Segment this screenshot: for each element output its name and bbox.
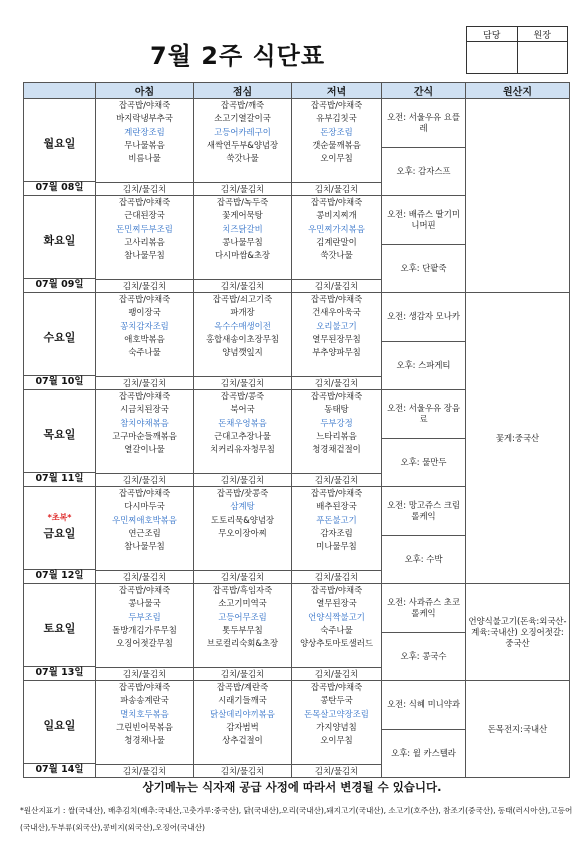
snack-cell [382,99,466,196]
snack-cell [382,681,466,778]
origin-cell [466,584,570,681]
day-date: 07월 10일 [24,375,95,388]
header-lunch: 점심 [194,83,292,99]
breakfast-cell [96,196,194,293]
dish-item: 잡곡밥/쇠고기죽 [212,294,273,304]
approval-box [466,26,568,74]
dish-item: 옥수수매생이전 [214,320,271,331]
dish-item: 파개장 [230,307,255,318]
dish-item: 부추양파무침 [312,347,361,358]
dish-item: 김치/물김치 [194,764,291,777]
dish-item: 콩나물무침 [222,236,263,247]
dish-item: 잡곡밥/야채죽 [310,100,363,110]
dish-item: 돈목살고약장조림 [304,708,369,719]
snack-pm: 오후: 단팥죽 [400,262,447,273]
snack-am: 오전: 서울우유 요플레 [382,99,465,148]
dish-item: 참치야채볶음 [120,417,169,428]
dish-item: 잡곡밥/녹두죽 [216,197,269,207]
snack-cell [382,390,466,487]
dinner-cell [292,681,382,778]
dish-item: 잡곡밥/야채죽 [310,585,363,595]
snack-cell [382,196,466,293]
special-day-label: *초복* [47,512,72,522]
dish-item: 북어국 [230,404,255,415]
dish-item: 닭살데리야끼볶음 [210,708,275,719]
dish-item: 김치/물김치 [292,279,381,292]
dish-item: 잡곡밥/야채죽 [310,488,363,498]
dish-item: 꽁치감자조림 [120,320,169,331]
dish-item: 김치/물김치 [96,182,193,195]
dish-item: 무오이장아찌 [218,527,267,538]
dish-item: 미나물무침 [316,541,357,552]
dish-item: 잡곡밥/야채죽 [118,294,171,304]
breakfast-cell [96,293,194,390]
dish-item: 소고기열갈이국 [214,113,271,124]
day-name: 수요일 [43,331,76,345]
day-name: 목요일 [43,428,76,442]
day-date: 07월 13일 [24,666,95,679]
dish-item: 갯순물깨볶음 [312,139,361,150]
change-notice: 상기메뉴는 식자재 공급 사정에 따라서 변경될 수 있습니다. [142,780,442,794]
dish-item [194,540,291,553]
day-cell [24,681,96,778]
dish-item: 열갈이나물 [124,444,165,455]
origin-note: 돈목전지:국내산 [487,723,548,734]
header-origin: 원산지 [466,83,570,99]
dish-item: 김치/물김치 [96,667,193,680]
dish-item: 고등어카레구이 [214,126,271,137]
dish-item: 건새우아욱국 [312,307,361,318]
day-row [24,99,570,196]
dish-item: 고사리볶음 [124,236,165,247]
dish-item: 잡곡밥/야채죽 [118,197,171,207]
day-date: 07월 14일 [24,763,95,776]
day-cell [24,99,96,196]
approval-sign-director [517,42,568,74]
dish-item: 청경채나물 [124,735,165,746]
approval-sign-staff [467,42,518,74]
dish-item: 새싹연두부&양념장 [206,139,279,150]
snack-pm: 오후: 윌 카스텔라 [391,747,456,758]
snack-pm: 오후: 콩국수 [400,650,447,661]
dinner-cell [292,196,382,293]
dish-item: 잡곡밥/야채죽 [118,682,171,692]
origin-cell [466,681,570,778]
dish-item: 돌방개김가루무침 [112,624,177,635]
dinner-cell [292,293,382,390]
dish-item: 김치/물김치 [96,376,193,389]
dish-item: 두부조림 [128,611,161,622]
dish-item: 콩나물국 [128,598,161,609]
origin-note: 언양식불고기(돈육:외국산-계육:국내산) 오징어젓갈:중국산 [468,615,567,648]
day-date: 07월 12일 [24,569,95,582]
dish-item: 근대된장국 [124,210,165,221]
dish-item: 잡곡밥/잣콩죽 [216,488,269,498]
day-cell [24,293,96,390]
lunch-cell [194,196,292,293]
dish-item: 김치/물김치 [194,667,291,680]
dish-item: 참나물무침 [124,250,165,261]
dish-item: 김치/물김치 [292,570,381,583]
dish-item: 브로컬리숙회&초장 [206,638,279,649]
dish-item: 잡곡밥/계란죽 [216,682,269,692]
breakfast-cell [96,390,194,487]
dish-item: 우민찌가지볶음 [308,223,365,234]
dish-item: 두부강정 [320,417,353,428]
dish-item: 김치/물김치 [194,279,291,292]
dish-item: 청경채겉절이 [312,444,361,455]
dish-item: 쑥갓나물 [226,153,259,164]
header-breakfast: 아침 [96,83,194,99]
dish-item: 잡곡밥/흑임자죽 [212,585,273,595]
dish-item: 멸치호두볶음 [120,708,169,719]
day-cell [24,196,96,293]
origin-cell [466,99,570,293]
dish-item: 열무된장국 [316,598,357,609]
dish-item: 돈민찌두부조림 [116,223,173,234]
dish-item: 오이무침 [320,153,353,164]
dish-item: 삼계탕 [230,501,255,512]
snack-am: 오전: 배쥬스 딸기미니머핀 [382,196,465,245]
snack-cell [382,584,466,681]
day-cell [24,487,96,584]
day-date: 07월 08일 [24,181,95,194]
dish-item: 양상추토마토샐러드 [300,638,373,649]
dish-item: 잡곡밥/야채죽 [118,585,171,595]
header-dinner: 저녁 [292,83,382,99]
dish-item: 팽이장국 [128,307,161,318]
dish-item: 김치/물김치 [96,764,193,777]
dish-item: 유부김칫국 [316,113,357,124]
dish-item: 가지양념침 [316,721,357,732]
dish-item: 김치/물김치 [292,473,381,486]
day-row [24,293,570,390]
dish-item: 김치/물김치 [292,764,381,777]
lunch-cell [194,293,292,390]
dish-item: 고등어무조림 [218,611,267,622]
dish-item: 그린빈어묵볶음 [116,721,173,732]
day-name: 금요일 [43,527,76,541]
dish-item: 잡곡밥/야채죽 [118,100,171,110]
dish-item: 잡곡밥/야채죽 [310,682,363,692]
dish-item: 김치/물김치 [292,376,381,389]
breakfast-cell [96,681,194,778]
dish-item: 바지락냉부추국 [116,113,173,124]
dish-item: 홍합새송이초장무침 [206,333,279,344]
snack-cell [382,487,466,584]
day-date: 07월 11일 [24,472,95,485]
dish-item: 감자조림 [320,527,353,538]
dish-item: 푸돈불고기 [316,514,357,525]
snack-am: 오전: 사과쥬스 초코롤케익 [382,584,465,633]
dish-item: 숙주나물 [128,347,161,358]
dish-item: 김치/물김치 [96,279,193,292]
dish-item: 잡곡밥/야채죽 [310,197,363,207]
dish-item: 잡곡밥/깨죽 [220,100,265,110]
dish-item: 양념깻잎지 [222,347,263,358]
dish-item: 치즈닭갈비 [222,223,263,234]
lunch-cell [194,390,292,487]
dish-item: 김치/물김치 [292,182,381,195]
dish-item: 콩탄두국 [320,695,353,706]
dish-item: 연근조림 [128,527,161,538]
dish-item: 잡곡밥/야채죽 [310,294,363,304]
dish-item: 감자범벅 [226,721,259,732]
dish-item: 잡곡밥/야채죽 [118,488,171,498]
dish-item: 동태탕 [324,404,349,415]
dish-item: 열무된장무침 [312,333,361,344]
dish-item: 소고기미역국 [218,598,267,609]
dish-item: 배추된장국 [316,501,357,512]
dish-item: 비름나물 [128,153,161,164]
origin-footnote: *원산지표기 : 쌀(국내산), 배추김치(배추:국내산,고춧가루:중국산), 닭(국내산),오리(국내산),돼지고기(국내산), 소고기(호주산), 참조기(중국산), 동태(러시아산),고등어(국내산),두부류(외국산),콩비지(외국산),오징어(국내산) [20,806,573,832]
approval-label-director: 원장 [517,27,568,42]
dish-item: 김치/물김치 [194,182,291,195]
dish-item: 꽃게어묵탕 [222,210,263,221]
snack-am: 오전: 식혜 미니약과 [382,681,465,730]
dish-item: 김치/물김치 [96,570,193,583]
breakfast-cell [96,487,194,584]
dish-item: 김치/물김치 [194,376,291,389]
dish-item: 근대고추장나물 [214,430,271,441]
dish-item: 도토리묵&양념장 [210,514,275,525]
dish-item: 다시마두국 [124,501,165,512]
header-day [24,83,96,99]
dish-item: 치커리유자청무침 [210,444,275,455]
snack-am: 오전: 생감자 모나카 [382,293,465,342]
dinner-cell [292,584,382,681]
snack-pm: 오후: 스파게티 [396,359,451,370]
dish-item: 돈채우엉볶음 [218,417,267,428]
menu-table [23,82,570,778]
dish-item: 우민찌애호박볶음 [112,514,177,525]
dish-item: 애호박볶음 [124,333,165,344]
day-date: 07월 09일 [24,278,95,291]
dish-item: 돈장조림 [320,126,353,137]
dish-item: 느타리볶음 [316,430,357,441]
dish-item: 시금치된장국 [120,404,169,415]
dinner-cell [292,99,382,196]
dish-item: 다시마쌈&초장 [214,250,271,261]
origin-note: 꽃게:중국산 [495,432,540,443]
dish-item: 김계란말이 [316,236,357,247]
snack-pm: 오후: 물만두 [400,456,447,467]
day-cell [24,390,96,487]
lunch-cell [194,487,292,584]
dish-item: 김치/물김치 [194,570,291,583]
dish-item: 언양식짝불고기 [308,611,365,622]
dish-item: 오리불고기 [316,320,357,331]
day-name: 월요일 [43,137,76,151]
dish-item: 참나물무침 [124,541,165,552]
dish-item: 파송송계란국 [120,695,169,706]
dinner-cell [292,390,382,487]
lunch-cell [194,584,292,681]
lunch-cell [194,99,292,196]
breakfast-cell [96,99,194,196]
origin-cell [466,293,570,584]
snack-am: 오전: 망고쥬스 크림롤케익 [382,487,465,536]
dinner-cell [292,487,382,584]
dish-item: 쑥갓나물 [320,250,353,261]
day-cell [24,584,96,681]
day-name: 화요일 [43,234,76,248]
snack-pm: 오후: 수박 [404,553,443,564]
dish-item: 숙주나물 [320,624,353,635]
dish-item: 무나물볶음 [124,139,165,150]
day-row [24,681,570,778]
day-name: 일요일 [43,719,76,733]
dish-item: 상추겉절이 [222,735,263,746]
dish-item: 고구마순들깨볶음 [112,430,177,441]
dish-item: 잡곡밥/콩죽 [220,391,265,401]
dish-item: 김치/물김치 [292,667,381,680]
dish-item: 콩비지찌개 [316,210,357,221]
dish-item: 김치/물김치 [194,473,291,486]
day-name: 토요일 [43,622,76,636]
header-row [24,83,570,99]
day-row [24,584,570,681]
dish-item: 잡곡밥/야채죽 [118,391,171,401]
snack-cell [382,293,466,390]
dish-item: 잡곡밥/야채죽 [310,391,363,401]
dish-item: 시래기들깨국 [218,695,267,706]
dish-item: 톳두부무침 [222,624,263,635]
header-snack: 간식 [382,83,466,99]
dish-item: 오이무침 [320,735,353,746]
page-title: 7월 2주 식단표 [150,42,326,70]
lunch-cell [194,681,292,778]
dish-item: 김치/물김치 [96,473,193,486]
dish-item: 오징어젓갈무침 [116,638,173,649]
snack-am: 오전: 서울우유 장음료 [382,390,465,439]
approval-label-staff: 담당 [467,27,518,42]
snack-pm: 오후: 감자스프 [396,165,451,176]
breakfast-cell [96,584,194,681]
dish-item: 계란장조림 [124,126,165,137]
